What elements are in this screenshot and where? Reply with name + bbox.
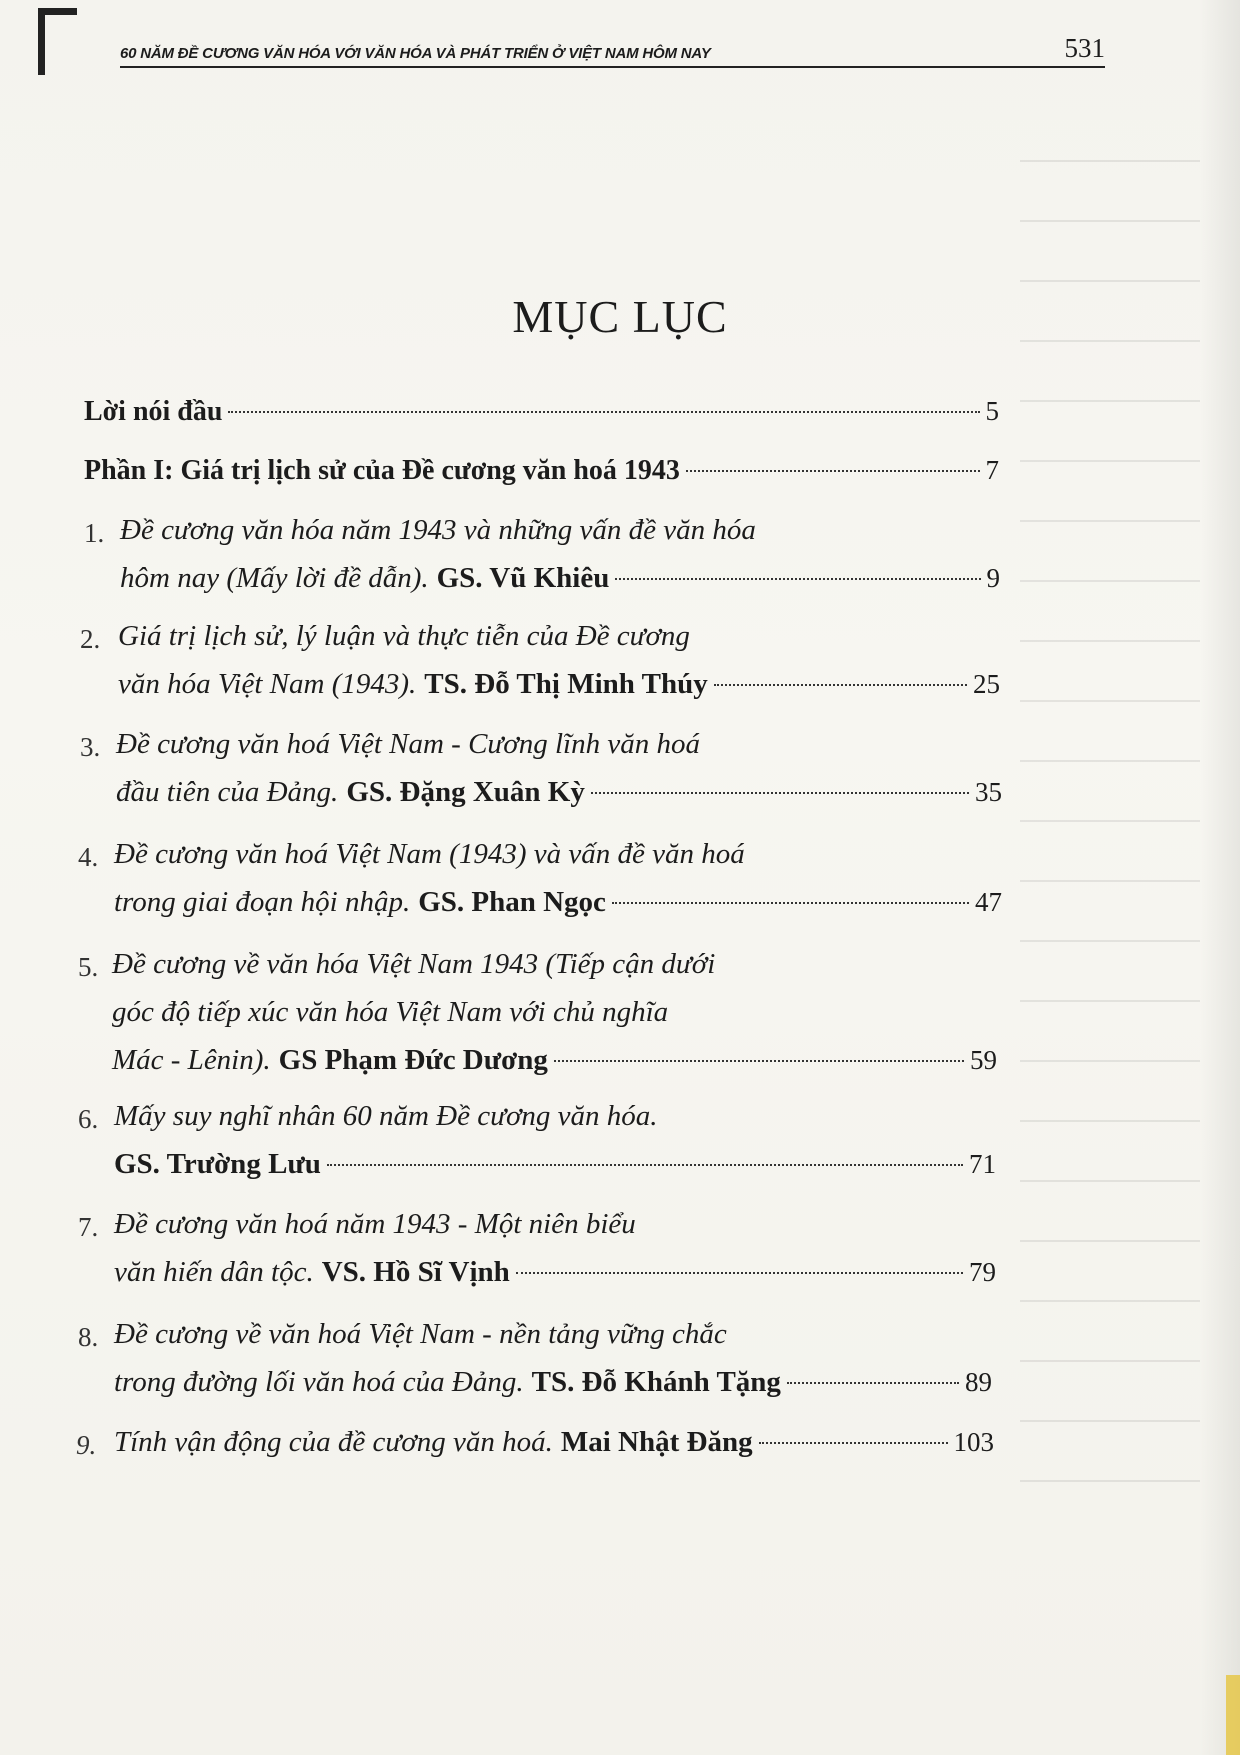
entry-last-line <box>114 1256 996 1289</box>
page-number: 531 <box>1064 33 1105 63</box>
entry-page: 59 <box>970 1045 997 1075</box>
entry-title-end: trong giai đoạn hội nhập. <box>114 886 411 918</box>
entry-author: TS. Đỗ Khánh Tặng <box>531 1366 781 1398</box>
entry-number: 8. <box>78 1322 99 1352</box>
running-head <box>120 30 1105 68</box>
entry-title-end: trong đường lối văn hoá của Đảng. <box>114 1366 524 1398</box>
entry-title-line: Đề cương về văn hóa Việt Nam 1943 (Tiếp cận dưới <box>112 948 716 980</box>
entry-title-line: Giá trị lịch sử, lý luận và thực tiễn của Đề cương <box>118 620 690 652</box>
entry-page: 9 <box>986 563 1000 593</box>
entry-author: GS Phạm Đức Dương <box>278 1044 548 1076</box>
dot-leader <box>516 1270 963 1274</box>
toc-preface[interactable] <box>84 396 999 428</box>
running-title: 60 NĂM ĐỀ CƯƠNG VĂN HÓA VỚI VĂN HÓA VÀ PHÁT TRIỂN Ở VIỆT NAM HÔM NAY <box>120 45 711 62</box>
entry-author: Mai Nhật Đăng <box>560 1426 753 1458</box>
entry-page: 35 <box>975 777 1002 807</box>
entry-number: 7. <box>78 1212 99 1242</box>
entry-author: TS. Đỗ Thị Minh Thúy <box>424 668 708 700</box>
entry-title-end: Tính vận động của đề cương văn hoá. <box>114 1426 553 1458</box>
dot-leader <box>787 1380 959 1384</box>
entry-title-line-2: góc độ tiếp xúc văn hóa Việt Nam với chủ nghĩa <box>112 996 669 1028</box>
bottom-edge-accent <box>1226 1675 1240 1755</box>
entry-last-line <box>114 1426 994 1459</box>
entry-number: 5. <box>78 952 99 982</box>
entry-number: 3. <box>80 732 101 762</box>
entry-number: 6. <box>78 1104 99 1134</box>
toc-preface-label: Lời nói đầu <box>84 396 223 427</box>
entry-title-line: Đề cương văn hóa năm 1943 và những vấn đề văn hóa <box>120 514 756 546</box>
dot-leader <box>686 468 980 472</box>
dot-leader <box>591 790 969 794</box>
toc-part-1[interactable] <box>84 455 999 487</box>
entry-page: 79 <box>969 1257 996 1287</box>
page-edge-shadow <box>1200 0 1240 1755</box>
entry-author: GS. Vũ Khiêu <box>436 562 610 594</box>
entry-number: 1. <box>84 518 105 548</box>
entry-title-line: Đề cương văn hoá Việt Nam - Cương lĩnh văn hoá <box>116 728 700 760</box>
entry-last-line <box>114 1148 996 1181</box>
entry-author: GS. Phan Ngọc <box>418 886 606 918</box>
entry-page: 47 <box>975 887 1002 917</box>
entry-page: 89 <box>965 1367 992 1397</box>
dot-leader <box>615 576 980 580</box>
entry-page: 25 <box>973 669 1000 699</box>
toc-part-1-page: 7 <box>985 455 999 485</box>
entry-title-line: Đề cương văn hoá Việt Nam (1943) và vấn đề văn hoá <box>114 838 745 870</box>
entry-last-line <box>112 1044 997 1077</box>
entry-author: GS. Trường Lưu <box>114 1148 321 1180</box>
entry-title-end: hôm nay (Mấy lời đề dẫn). <box>120 562 429 594</box>
entry-last-line <box>118 668 1000 701</box>
corner-mark <box>38 8 77 75</box>
entry-author: GS. Đặng Xuân Kỳ <box>346 776 585 808</box>
entry-title-line: Đề cương văn hoá năm 1943 - Một niên biểu <box>114 1208 636 1240</box>
dot-leader <box>612 900 969 904</box>
entry-number: 2. <box>80 624 101 654</box>
entry-last-line <box>120 562 1000 595</box>
entry-last-line <box>114 886 1002 919</box>
toc-preface-page: 5 <box>985 396 999 426</box>
entry-number: 4. <box>78 842 99 872</box>
entry-last-line <box>114 1366 992 1399</box>
dot-leader <box>714 682 967 686</box>
entry-title-end: đầu tiên của Đảng. <box>116 776 339 808</box>
entry-author: VS. Hồ Sĩ Vịnh <box>321 1256 510 1288</box>
entry-title-end: Mác - Lênin). <box>112 1044 271 1076</box>
entry-page: 71 <box>969 1149 996 1179</box>
entry-title-end: văn hóa Việt Nam (1943). <box>118 668 417 700</box>
dot-leader <box>759 1440 948 1444</box>
entry-last-line <box>116 776 1002 809</box>
toc-part-1-label: Phần I: Giá trị lịch sử của Đề cương văn hoá 1943 <box>84 455 680 486</box>
entry-title-line: Mấy suy nghĩ nhân 60 năm Đề cương văn hóa. <box>114 1100 658 1132</box>
toc-title: MỤC LỤC <box>512 291 728 342</box>
dot-leader <box>327 1162 963 1166</box>
dot-leader <box>228 409 979 413</box>
dot-leader <box>554 1058 964 1062</box>
entry-number: 9. <box>76 1430 97 1460</box>
entry-title-line: Đề cương về văn hoá Việt Nam - nền tảng vững chắc <box>114 1318 727 1350</box>
entry-page: 103 <box>953 1427 994 1457</box>
entry-title-end: văn hiến dân tộc. <box>114 1256 314 1288</box>
